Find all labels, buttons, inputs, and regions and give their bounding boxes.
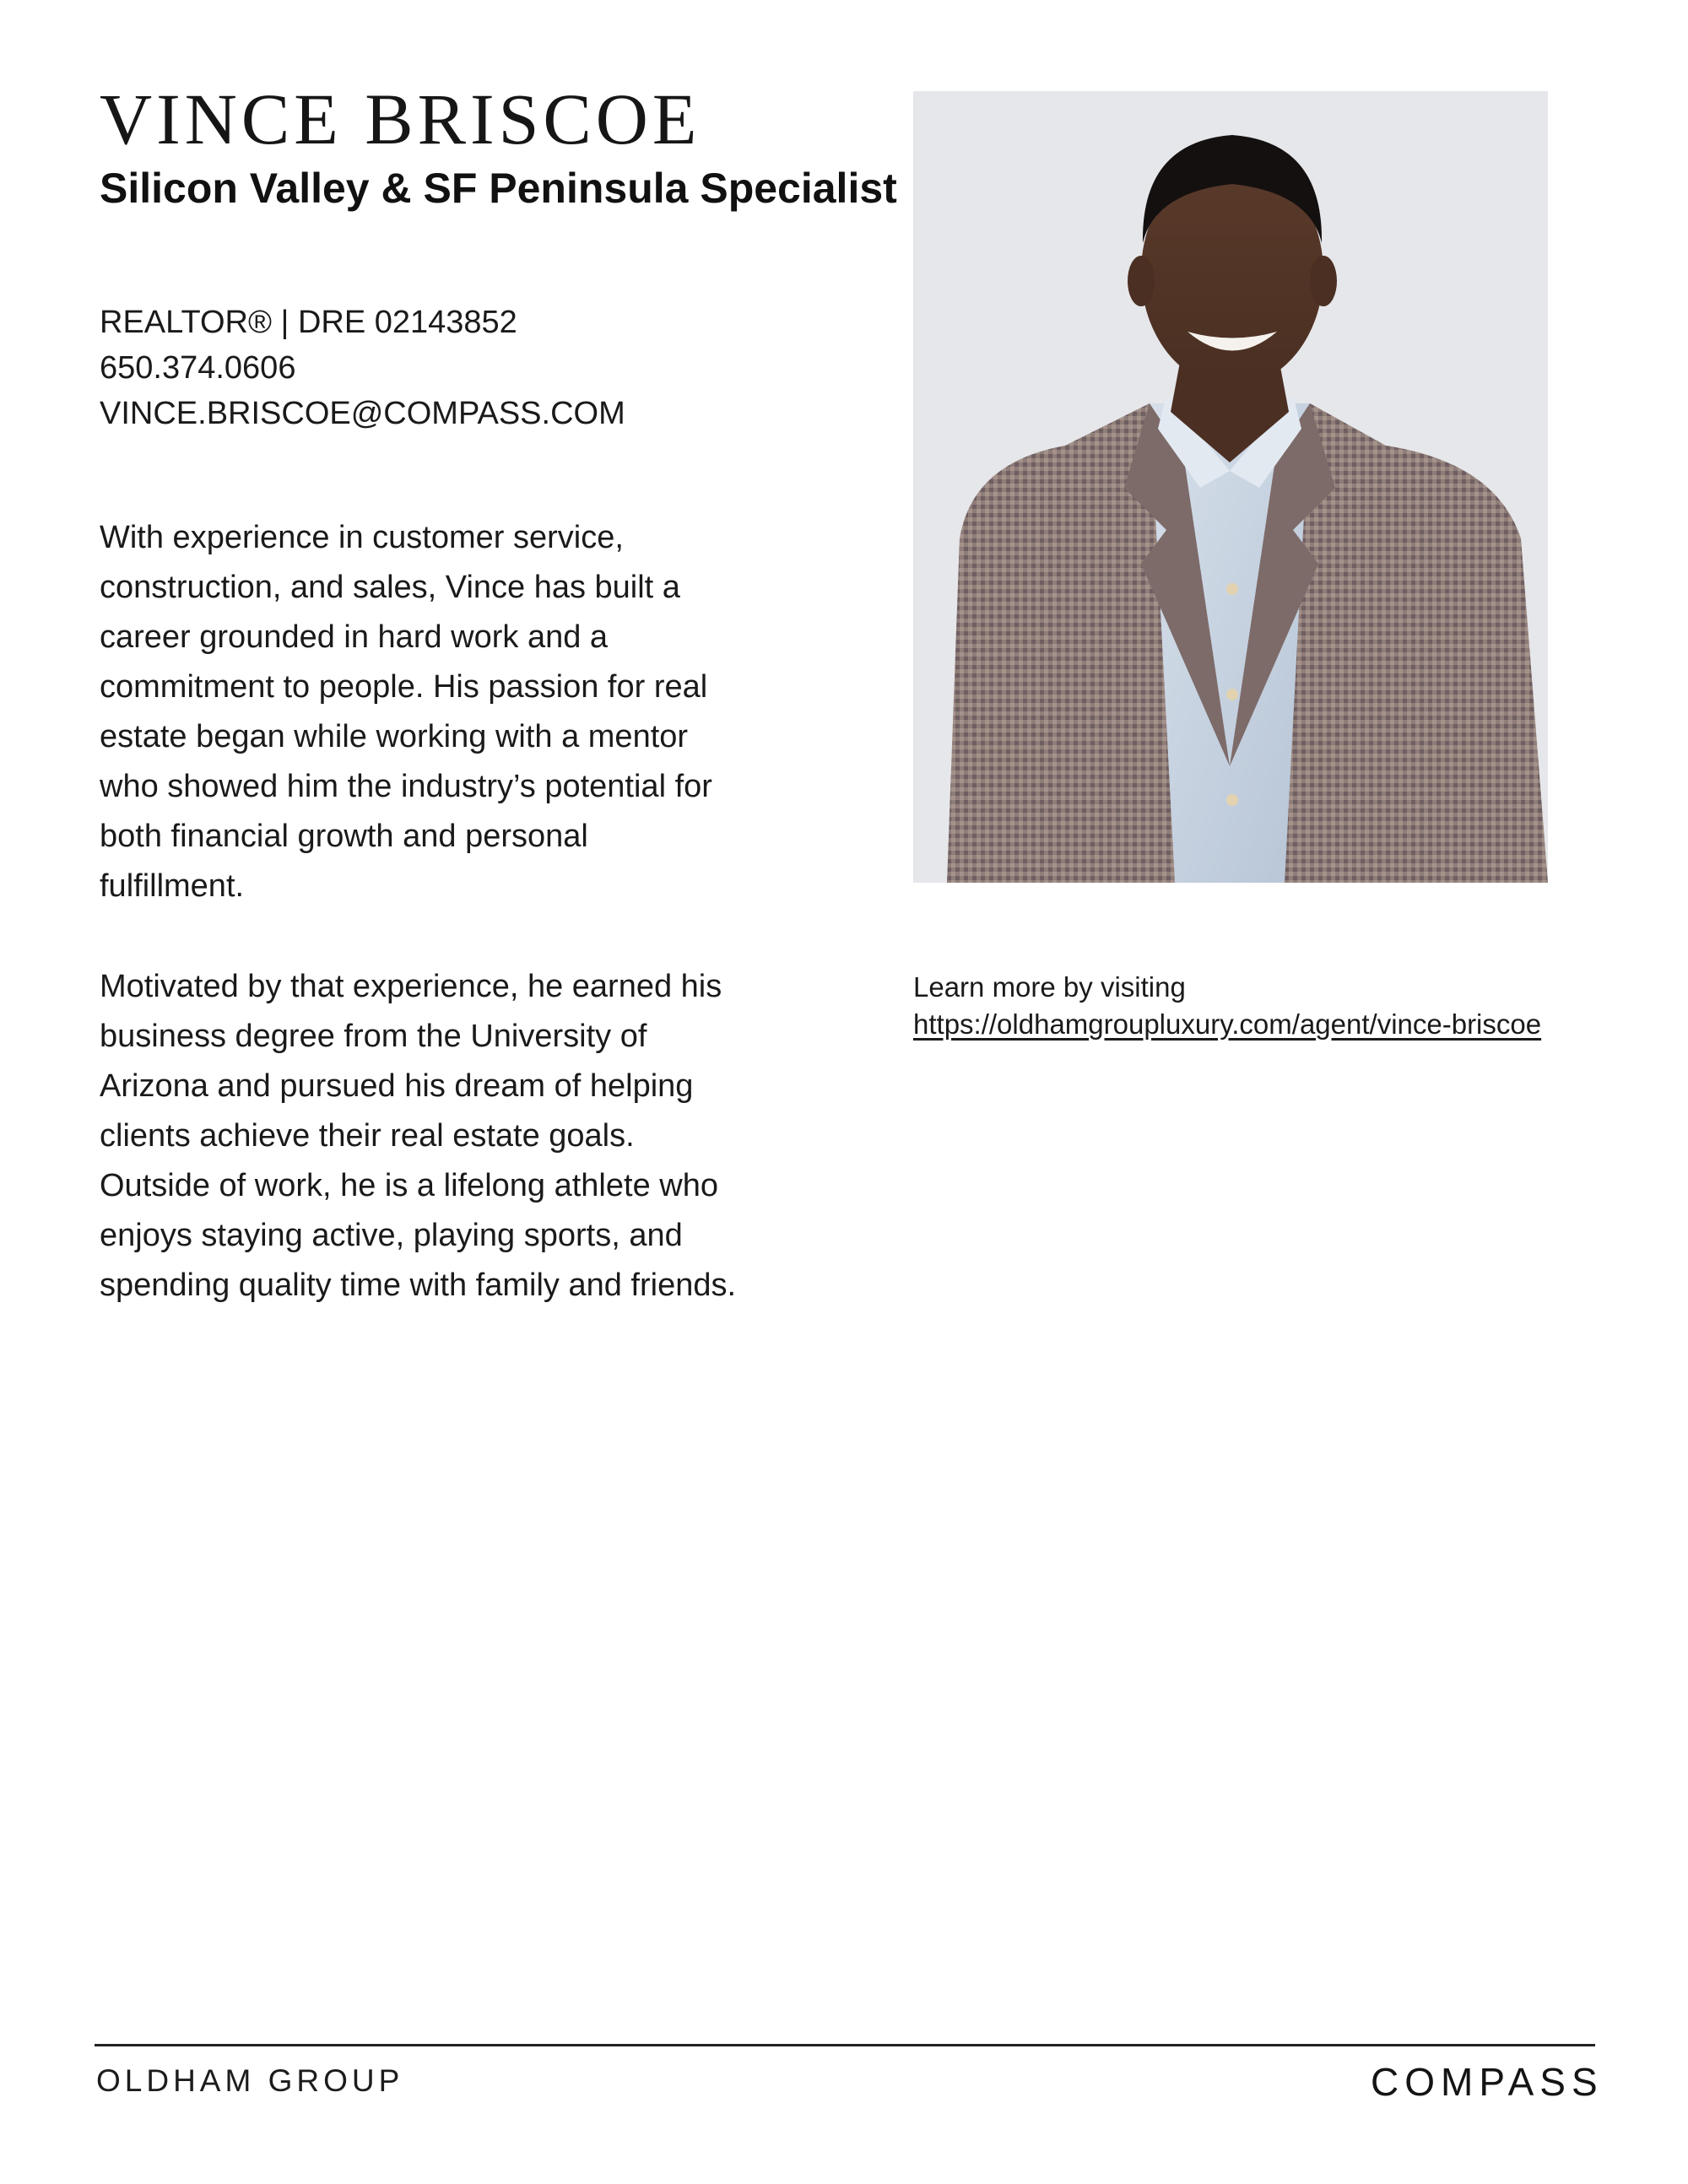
footer-divider [95,2044,1595,2046]
oldham-group-logo: OLDHAM GROUP [96,2063,404,2098]
contact-info [100,300,625,436]
agent-name: VINCE BRISCOE [100,78,701,159]
compass-logo: COMPASS [1371,2060,1604,2104]
learn-more-label: Learn more by visiting [913,971,1186,1003]
license-line: REALTOR® | DRE 02143852 [100,305,517,340]
bio-paragraph-2: Motivated by that experience, he earned his business degree from the University of Arizona and pursued his dream of helping clients achieve their real estate goals. Outside of work, he is a lifelong athlete who enjoys staying active, playing sports, and spending quality time with family and friends. [100,969,737,1303]
email-address: VINCE.BRISCOE@COMPASS.COM [100,396,625,431]
agent-profile-link[interactable]: https://oldhamgroupluxury.com/agent/vince-briscoe [913,1008,1542,1040]
bio-paragraph-1: With experience in customer service, construction, and sales, Vince has built a career grounded in hard work and a commitment to people. His passion for real estate began while working with a mentor who showed him the industry’s potential for both financial growth and personal fulfillment. [100,520,712,904]
phone-number: 650.374.0606 [100,350,296,386]
agent-title: Silicon Valley & SF Peninsula Specialist [100,165,897,212]
agent-photo [913,91,1548,883]
learn-more-block [913,969,1541,1043]
